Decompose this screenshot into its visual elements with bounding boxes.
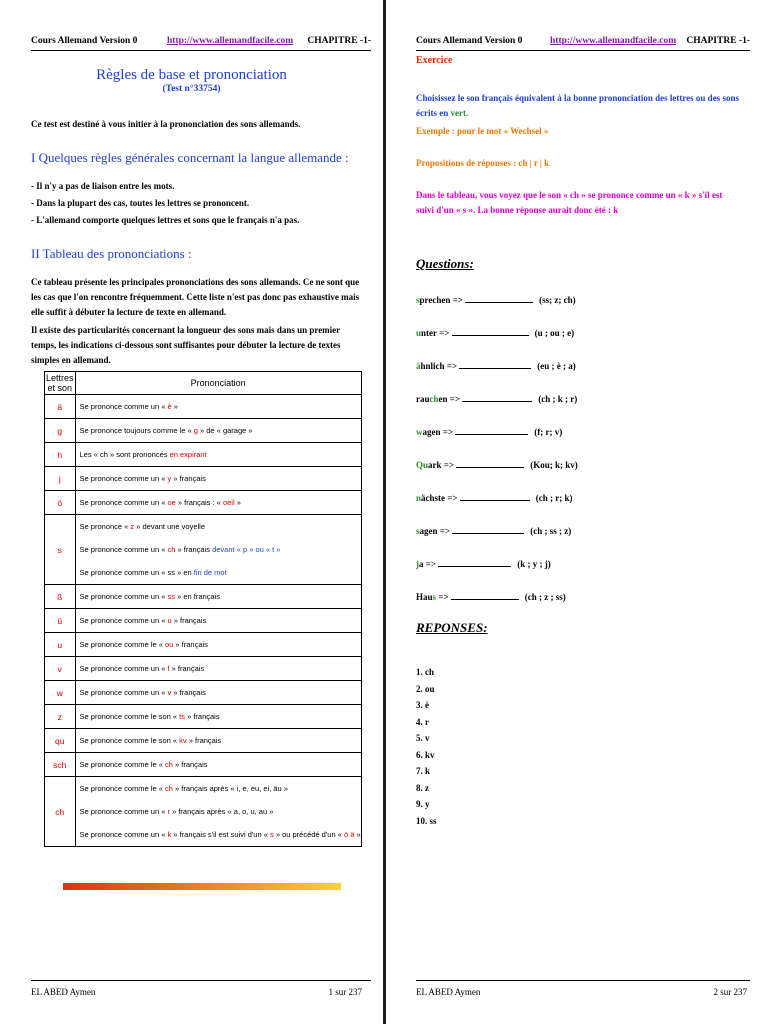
pronunciation-text: » français <box>186 736 222 745</box>
answer-options: (f; r; v) <box>534 427 563 437</box>
question-item <box>416 591 566 602</box>
letter-cell: w <box>45 681 76 705</box>
table-row <box>45 609 362 633</box>
highlighted-sound: ss <box>167 592 175 601</box>
answer-item: 7. k <box>416 766 431 776</box>
pronunciation-cell <box>75 609 361 633</box>
arrow: => <box>445 493 460 503</box>
site-link[interactable]: http://www.allemandfacile.com <box>167 36 294 46</box>
pronunciation-cell <box>75 395 361 419</box>
question-highlighted-sound: ch <box>429 394 439 404</box>
footer-author: EL ABED Aymen <box>31 987 96 997</box>
arrow: => <box>436 328 452 338</box>
highlighted-sound: z <box>130 522 135 531</box>
highlighted-sound: ou <box>164 640 174 649</box>
letter-cell: h <box>45 443 76 467</box>
question-item <box>416 459 578 470</box>
table-row <box>45 515 362 585</box>
pronunciation-text: Se prononce comme le « <box>79 640 165 649</box>
pronunciation-text: Se prononce comme un « <box>79 402 168 411</box>
chapter-label: CHAPITRE -1- <box>307 36 371 46</box>
pronunciation-text: Les « ch » sont prononcés <box>79 450 170 459</box>
arrow: => <box>444 361 460 371</box>
pronunciation-cell <box>75 657 361 681</box>
highlighted-sound: kv <box>179 736 187 745</box>
pronunciation-text: » devant une voyelle <box>134 522 206 531</box>
pronunciation-text: » français après « i, e, eu, ei, äu » <box>172 784 288 793</box>
length-note-paragraph: Il existe des particularités concernant la longueur des sons mais dans un premier temps, les indications ci-dessous sont suffisantes pour débuter la lecture de textes simples en allemand. <box>31 325 341 365</box>
pronunciation-cell <box>75 777 361 847</box>
pronunciation-text: Se prononce comme un « <box>79 592 168 601</box>
pronunciation-line <box>80 823 361 846</box>
question-highlighted-sound: s <box>416 526 420 536</box>
pronunciation-text: » français <box>172 760 208 769</box>
questions-heading: Questions: <box>416 256 474 271</box>
pronunciation-line <box>80 395 361 418</box>
pronunciation-cell <box>75 705 361 729</box>
pronunciation-line <box>80 800 361 823</box>
table-header-row <box>45 372 362 395</box>
highlighted-sound: ts <box>179 712 185 721</box>
answer-options: (u ; ou ; e) <box>534 328 575 338</box>
question-word-rest: a <box>419 559 424 569</box>
arrow: => <box>423 559 439 569</box>
highlighted-sound: fin de mot <box>193 568 227 577</box>
exercise-title: Exercice <box>416 55 453 66</box>
section-1-heading: I Quelques règles générales concernant la langue allemande : <box>31 150 349 165</box>
pronunciation-cell <box>75 681 361 705</box>
question-word-rest: prechen <box>419 295 451 305</box>
exercise-instruction <box>416 91 742 121</box>
letter-cell: z <box>45 705 76 729</box>
answer-blank[interactable] <box>465 294 533 303</box>
letter-cell: ä <box>45 395 76 419</box>
pronunciation-line <box>80 467 361 490</box>
answer-item: 8. z <box>416 782 429 793</box>
answer-blank[interactable] <box>455 426 528 435</box>
question-highlighted-sound: s <box>432 592 437 602</box>
answer-blank[interactable] <box>459 360 531 369</box>
highlighted-sound: ch <box>164 784 173 793</box>
table-row <box>45 657 362 681</box>
arrow: => <box>440 427 456 437</box>
answer-blank[interactable] <box>462 393 532 402</box>
pronunciation-table <box>44 371 362 847</box>
pronunciation-text: Se prononce comme un « <box>79 474 168 483</box>
course-title: Cours Allemand Version 0 <box>416 36 523 46</box>
answer-item: 10. ss <box>416 815 437 826</box>
pronunciation-cell <box>75 443 361 467</box>
table-row <box>45 443 362 467</box>
arrow: => <box>447 394 463 404</box>
question-word-rest: ächste <box>421 493 446 503</box>
answer-item: 1. ch <box>416 667 434 677</box>
pronunciation-line <box>80 609 361 632</box>
pronunciation-text: Se prononce comme un « <box>79 688 168 697</box>
table-row <box>45 585 362 609</box>
question-highlighted-sound: w <box>416 427 423 437</box>
answer-item: 2. ou <box>416 683 435 694</box>
answer-blank[interactable] <box>452 327 529 336</box>
table-row <box>45 467 362 491</box>
highlighted-sound: f <box>167 664 170 673</box>
highlighted-sound: v <box>167 688 172 697</box>
pronunciation-text: » français : « <box>175 498 223 507</box>
pronunciation-cell <box>75 729 361 753</box>
highlighted-sound: è <box>167 402 172 411</box>
pronunciation-text: Se prononce comme un « <box>79 616 168 625</box>
pronunciation-text: Se prononce comme un « <box>79 807 168 816</box>
pronunciation-cell <box>75 419 361 443</box>
highlighted-sound: s <box>269 830 274 839</box>
question-item <box>416 426 562 437</box>
pronunciation-line <box>80 419 361 442</box>
question-word-rest: en <box>438 394 448 404</box>
pronunciation-line <box>80 633 361 656</box>
course-title: Cours Allemand Version 0 <box>31 36 138 46</box>
pronunciation-cell <box>75 515 361 585</box>
answer-options: (eu ; è ; a) <box>537 361 576 371</box>
answer-options: (ch ; ss ; z) <box>530 526 572 536</box>
question-item <box>416 294 576 305</box>
pronunciation-text: » de « garage » <box>197 426 253 435</box>
pronunciation-cell <box>75 753 361 777</box>
pronunciation-text: Se prononce comme un « ss » en <box>79 568 194 577</box>
example-label: Exemple : pour le mot « Wechsel » <box>416 126 549 136</box>
pronunciation-text: Se prononce toujours comme le « <box>79 426 194 435</box>
pronunciation-text: Se prononce comme le « <box>79 784 165 793</box>
arrow: => <box>450 295 466 305</box>
question-item <box>416 327 574 338</box>
pronunciation-text: » français <box>175 545 213 554</box>
answers-list <box>416 664 437 829</box>
letter-cell: sch <box>45 753 76 777</box>
highlighted-sound: r <box>167 807 170 816</box>
question-word-rest: ark <box>428 460 442 470</box>
pronunciation-line <box>80 681 361 704</box>
answer-item: 3. è <box>416 700 429 710</box>
pronunciation-cell <box>75 467 361 491</box>
pronunciation-text: » français s'il est suivi d'un « <box>171 830 270 839</box>
pronunciation-line <box>80 585 361 608</box>
question-item <box>416 492 573 503</box>
column-header-pronunciation: Prononciation <box>75 372 361 395</box>
header-rule <box>416 50 750 51</box>
pronunciation-text: Se prononce comme un « <box>79 498 168 507</box>
highlighted-sound: k <box>167 830 172 839</box>
answer-item: 6. kv <box>416 749 435 760</box>
question-highlighted-sound: s <box>416 295 420 305</box>
footer-rule <box>31 980 371 981</box>
table-row <box>45 419 362 443</box>
arrow: => <box>436 592 451 602</box>
pronunciation-text: Se prononce comme le « <box>79 760 165 769</box>
highlighted-sound: ch <box>164 760 173 769</box>
question-word-prefix: rau <box>416 394 430 404</box>
question-word-prefix: Hau <box>416 592 433 602</box>
pronunciation-line <box>80 777 361 800</box>
answer-item: 9. y <box>416 799 430 809</box>
arrow: => <box>441 460 457 470</box>
explanation-text: Dans le tableau, vous voyez que le son « ch » se prononce comme un « k » s'il est suivi d'un « s ». La bonne réponse aurait donc été : k <box>416 190 723 215</box>
question-word-rest: agen <box>419 526 438 536</box>
answer-blank[interactable] <box>452 525 524 534</box>
pronunciation-text: » français <box>173 640 208 649</box>
letter-cell: ö <box>45 491 76 515</box>
answer-options: (ss; z; ch) <box>539 295 576 305</box>
letter-cell: s <box>45 515 76 585</box>
rule-1: - Il n'y a pas de liaison entre les mots. <box>31 181 175 191</box>
highlighted-sound: oe <box>167 498 176 507</box>
question-highlighted-sound: u <box>416 328 422 338</box>
pronunciation-text: » français <box>171 474 206 483</box>
highlighted-sound: devant « p » ou « t » <box>212 545 281 554</box>
page-2 <box>386 0 768 1024</box>
answer-options: (ch ; z ; ss) <box>524 592 566 602</box>
pronunciation-line <box>80 705 361 728</box>
answer-blank[interactable] <box>451 591 519 600</box>
table-row <box>45 705 362 729</box>
pronunciation-text: Se prononce comme un « <box>79 664 168 673</box>
pronunciation-line <box>80 538 361 561</box>
highlighted-sound: ö <box>343 830 349 839</box>
page-header <box>416 36 750 48</box>
pronunciation-text: Se prononce comme un « <box>79 545 168 554</box>
letter-cell: j <box>45 467 76 491</box>
highlighted-sound: ch <box>167 545 176 554</box>
intro-text: Ce test est destiné à vous initier à la prononciation des sons allemands. <box>31 119 301 129</box>
answer-options: (ch ; k ; r) <box>538 394 578 404</box>
letter-cell: ch <box>45 777 76 847</box>
chapter-label: CHAPITRE -1- <box>686 36 750 46</box>
arrow: => <box>437 526 453 536</box>
answer-blank[interactable] <box>460 492 530 501</box>
question-word-rest: agen <box>422 427 441 437</box>
answer-item: 5. v <box>416 733 430 743</box>
question-item <box>416 525 571 536</box>
table-row <box>45 681 362 705</box>
question-highlighted-sound: Qu <box>416 460 429 470</box>
letter-cell: v <box>45 657 76 681</box>
pronunciation-text: » en français <box>174 592 221 601</box>
footer-rule <box>416 980 750 981</box>
section-2-heading: II Tableau des prononciations : <box>31 246 192 261</box>
pronunciation-text: » <box>234 498 241 507</box>
question-highlighted-sound: n <box>416 493 422 503</box>
answer-options: (k ; y ; j) <box>517 559 551 569</box>
pronunciation-text: » ou précédé d'un « <box>273 830 344 839</box>
pronunciation-line <box>80 729 361 752</box>
footer-author: EL ABED Aymen <box>416 987 481 997</box>
table-row <box>45 729 362 753</box>
rule-2: - Dans la plupart des cas, toutes les lettres se prononcent. <box>31 198 250 208</box>
pronunciation-text: » français après « a, o, u, au » <box>169 807 274 816</box>
pronunciation-text: » français <box>185 712 220 721</box>
table-row <box>45 633 362 657</box>
page-header <box>31 36 371 48</box>
table-row <box>45 395 362 419</box>
pronunciation-line <box>80 443 361 466</box>
pronunciation-line <box>80 491 361 514</box>
answer-options: (ch ; r; k) <box>535 493 573 503</box>
test-id: (Test n°33754) <box>162 84 221 94</box>
header-rule <box>31 50 371 51</box>
pronunciation-line <box>80 561 361 584</box>
highlighted-sound: oeil <box>222 498 235 507</box>
question-word-rest: hnlich <box>420 361 445 371</box>
pronunciation-text: » <box>354 830 361 839</box>
table-intro-paragraph: Ce tableau présente les principales prononciations des sons allemands. Ce ne sont que les cas que l'on rencontre fréquemment. Cette liste n'est pas donc pas exhaustive mais elle suffit à débuter la lecture de texte en allemand. <box>31 277 360 317</box>
pronunciation-text: » <box>171 402 178 411</box>
pronunciation-text: » français <box>169 664 205 673</box>
highlighted-sound: u <box>167 616 172 625</box>
answer-item: 4. r <box>416 716 429 727</box>
question-highlighted-sound: ä <box>416 361 421 371</box>
instruction-text: Choisissez le son français équivalent à la bonne prononciation des lettres ou des sons écrits en <box>416 93 739 118</box>
answer-blank[interactable] <box>456 459 524 468</box>
answers-heading: REPONSES: <box>416 620 488 635</box>
site-link[interactable]: http://www.allemandfacile.com <box>550 36 677 46</box>
pronunciation-cell <box>75 585 361 609</box>
pronunciation-line <box>80 657 361 680</box>
pronunciation-line <box>80 515 361 538</box>
rule-3: - L'allemand comporte quelques lettres et sons que le français n'a pas. <box>31 215 300 225</box>
pronunciation-text: Se prononce comme le son « <box>79 736 180 745</box>
pronunciation-line <box>80 753 361 776</box>
pronunciation-cell <box>75 633 361 657</box>
pronunciation-text: Se prononce « <box>79 522 131 531</box>
footer-page-number: 1 sur 237 <box>328 987 362 997</box>
letter-cell: u <box>45 633 76 657</box>
question-item <box>416 393 577 404</box>
column-header-letters: Lettres et son <box>46 373 74 393</box>
letter-cell: g <box>45 419 76 443</box>
pronunciation-text: Se prononce comme un « <box>79 830 168 839</box>
answer-options: (Kou; k; kv) <box>530 460 578 470</box>
page-1 <box>0 0 383 1024</box>
highlighted-sound: y <box>167 474 172 483</box>
question-item <box>416 558 551 569</box>
letter-cell: ß <box>45 585 76 609</box>
page-title: Règles de base et prononciation <box>96 67 287 83</box>
table-row <box>45 491 362 515</box>
highlighted-sound: g <box>193 426 198 435</box>
instruction-green-word: vert. <box>450 108 469 118</box>
pronunciation-text: Se prononce comme le son « <box>79 712 180 721</box>
question-highlighted-sound: j <box>416 559 419 569</box>
pronunciation-cell <box>75 491 361 515</box>
letter-cell: ü <box>45 609 76 633</box>
question-word-rest: nter <box>421 328 437 338</box>
highlighted-sound: en expirant <box>169 450 207 459</box>
pronunciation-text: » français <box>171 616 207 625</box>
table-row <box>45 753 362 777</box>
question-item <box>416 360 576 371</box>
letter-cell: qu <box>45 729 76 753</box>
footer-page-number: 2 sur 237 <box>713 987 747 997</box>
highlighted-sound: ä <box>350 830 355 839</box>
decorative-gradient-bar <box>63 883 341 890</box>
table-row <box>45 777 362 847</box>
pronunciation-text: » français <box>171 688 206 697</box>
proposals-label: Propositions de réponses : ch | r | k <box>416 158 550 168</box>
answer-blank[interactable] <box>438 558 511 567</box>
